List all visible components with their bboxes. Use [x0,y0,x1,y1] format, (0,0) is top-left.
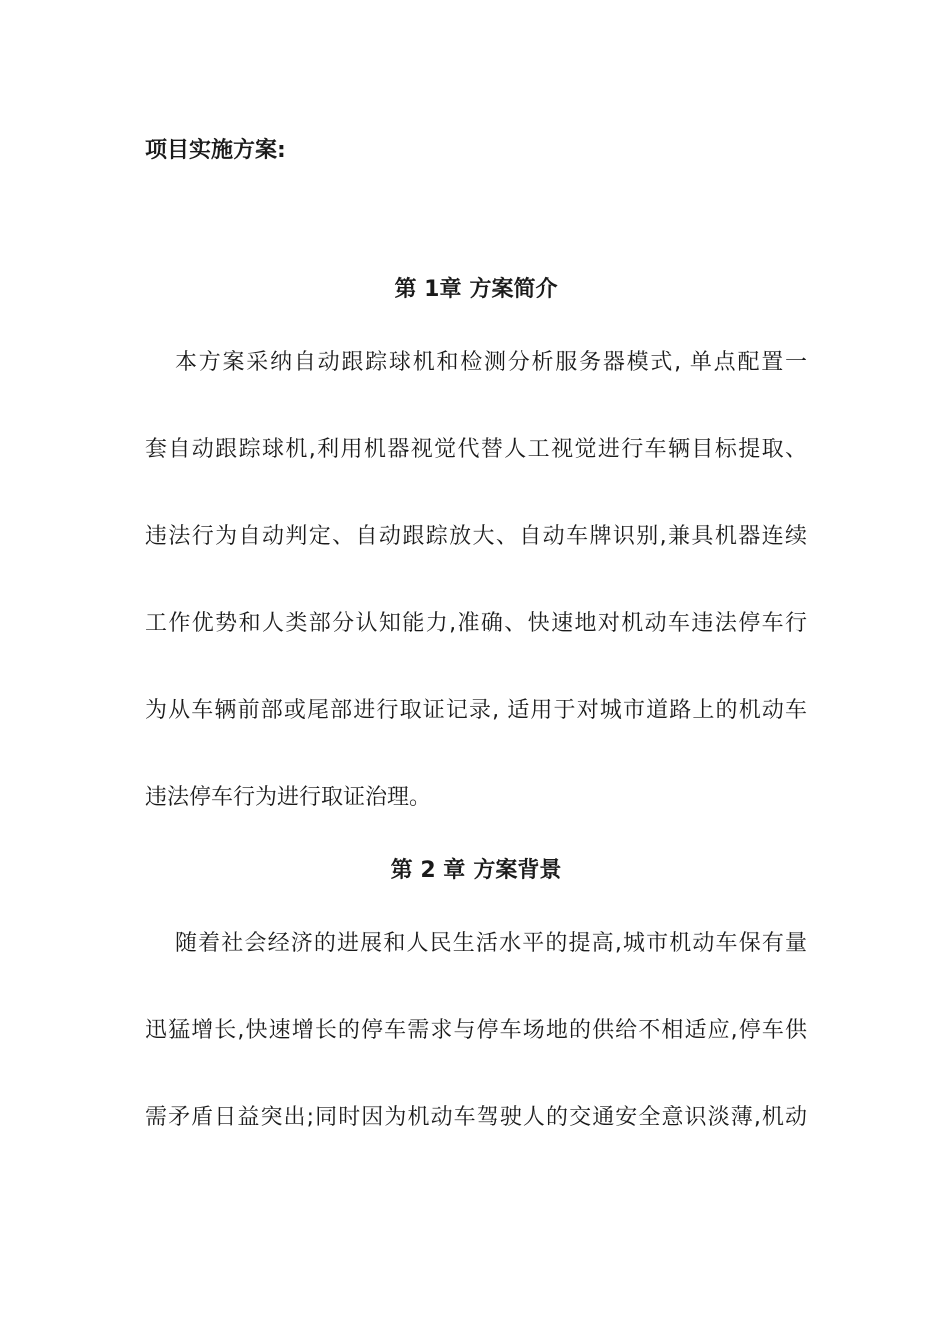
chapter-1-paragraph-line: 工作优势和人类部分认知能力,准确、快速地对机动车违法停车行 [145,611,807,636]
chapter-2-paragraph-line: 随着社会经济的进展和人民生活水平的提高,城市机动车保有量 [175,931,807,956]
chapter-1-heading [145,273,807,307]
chapter-2-paragraph-line: 迅猛增长,快速增长的停车需求与停车场地的供给不相适应,停车供 [145,1018,807,1043]
chapter-1-paragraph-line: 违法行为自动判定、自动跟踪放大、自动车牌识别,兼具机器连续 [145,524,807,549]
chapter-2-heading [145,854,807,888]
chapter-1-label: 第 1章 [394,277,462,302]
chapter-1-paragraph-line: 本方案采纳自动跟踪球机和检测分析服务器模式, 单点配置一 [175,350,807,375]
chapter-2-label: 第 2 章 [390,858,466,883]
chapter-1-paragraph-line: 为从车辆前部或尾部进行取证记录, 适用于对城市道路上的机动车 [145,698,807,723]
chapter-1-paragraph-line: 违法停车行为进行取证治理。 [145,785,432,810]
chapter-1-paragraph-line: 套自动跟踪球机,利用机器视觉代替人工视觉进行车辆目标提取、 [145,437,807,462]
chapter-1-title: 方案简介 [469,277,558,302]
chapter-2-title: 方案背景 [473,858,562,883]
chapter-2-paragraph-line: 需矛盾日益突出;同时因为机动车驾驶人的交通安全意识淡薄,机动 [145,1105,807,1130]
document-title: 项目实施方案: [145,138,286,163]
